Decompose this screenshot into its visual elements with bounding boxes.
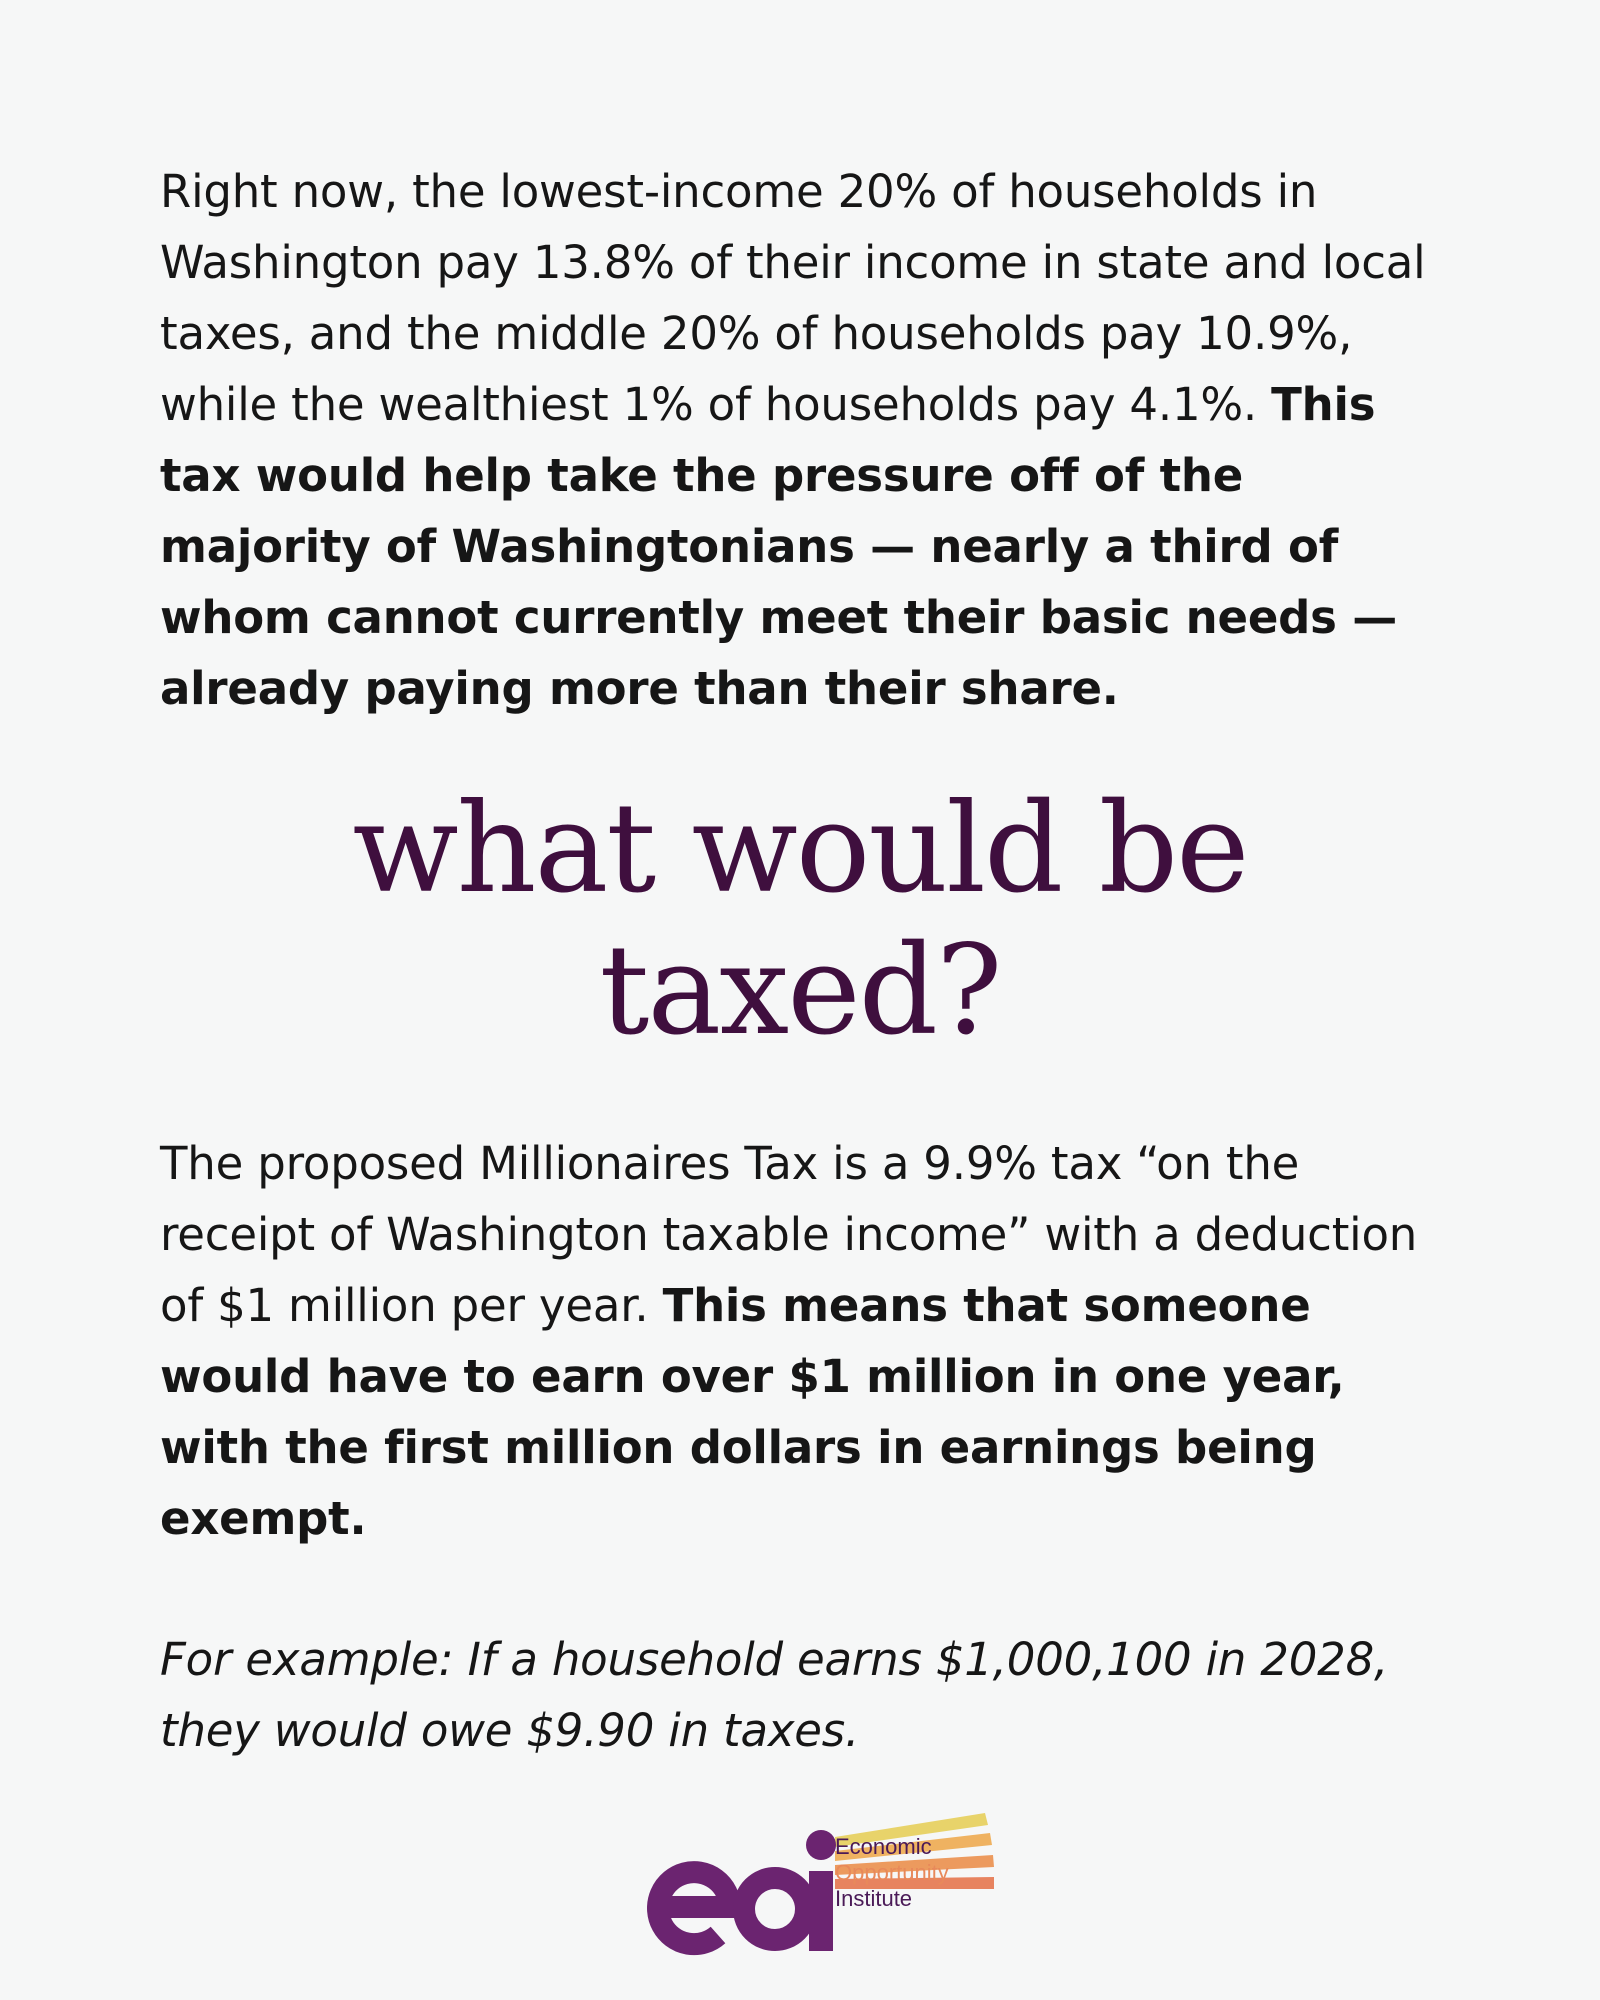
logo-line-opportunity: Opportunity	[835, 1860, 949, 1885]
logo-wordmark	[835, 1834, 949, 1912]
logo-letter-e	[658, 1872, 730, 1944]
definition-emphasis: This means that someone would have to earn over $1 million in one year, with the first million dollars in earnings being exempt.	[160, 1279, 1345, 1545]
logo-line-economic: Economic	[835, 1834, 932, 1859]
logo-letter-o	[744, 1878, 806, 1940]
example-paragraph: For example: If a household earns $1,000,100 in 2028, they would owe $9.90 in taxes.	[160, 1633, 1389, 1757]
logo-letter-i-dot	[806, 1830, 836, 1860]
section-heading	[0, 778, 1600, 1062]
definition-text: The proposed Millionaires Tax is a 9.9% tax “on the receipt of Washington taxable income” with a deduction of $1 million per year.	[160, 1137, 1418, 1332]
logo-line-institute: Institute	[835, 1886, 913, 1911]
eoi-logo	[610, 1805, 1010, 1965]
heading-line-2: taxed?	[599, 919, 1001, 1063]
intro-emphasis: This tax would help take the pressure off of the majority of Washingtonians — nearly a third of whom cannot currently meet their basic needs — already paying more than their share.	[160, 378, 1398, 715]
intro-text: Right now, the lowest-income 20% of households in Washington pay 13.8% of their income in state and local taxes, and the middle 20% of households pay 10.9%, while the wealthiest 1% of households pay 4.1%.	[160, 165, 1426, 431]
heading-line-1: what would be	[352, 777, 1248, 921]
logo-letter-i-stem	[809, 1871, 833, 1951]
definition-paragraph	[160, 1128, 1450, 1554]
intro-paragraph	[160, 156, 1450, 724]
